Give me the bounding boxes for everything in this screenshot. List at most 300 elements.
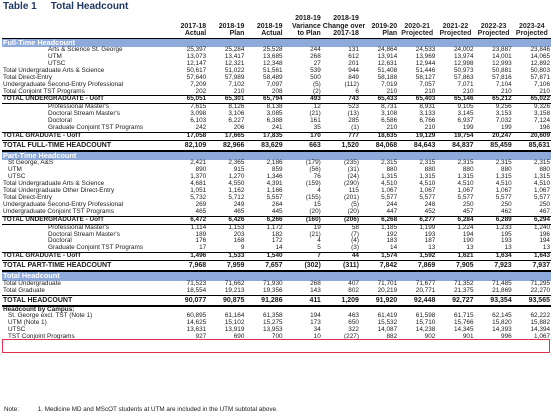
row-label: Doctoral Stream Master's <box>48 230 120 238</box>
table-cell: 65,022 <box>513 96 551 104</box>
table-cell: (235) <box>344 159 359 167</box>
table-cell: 1,209 <box>322 295 360 306</box>
table-cell: 17 <box>199 244 207 252</box>
row-label-header <box>2 15 169 38</box>
table-cell: 4,510 <box>495 180 512 188</box>
table-cell: 6,284 <box>436 216 474 224</box>
table-cell: 2,421 <box>190 159 207 167</box>
table-cell: 51,446 <box>415 66 436 74</box>
table-cell: 859 <box>271 166 283 174</box>
table-cell: 6,277 <box>398 216 436 224</box>
table-cell: 5,577 <box>534 194 550 201</box>
table-cell: 6,103 <box>190 117 207 125</box>
table-cell: 210 <box>462 87 474 95</box>
table-cell: 65,794 <box>245 96 283 104</box>
section-title: Total Headcount <box>2 271 551 281</box>
table-cell: 13,631 <box>186 326 207 334</box>
table-cell: 13,919 <box>224 326 245 334</box>
table-cell: 170 <box>284 132 322 140</box>
table-cell: 14,001 <box>492 53 512 60</box>
table-cell: 467 <box>539 207 550 215</box>
table-cell: 51,561 <box>263 66 283 74</box>
table-cell: 7,959 <box>207 261 245 272</box>
table-cell: (179) <box>305 159 321 167</box>
table-cell: (5) <box>312 80 321 88</box>
table-cell: 1,199 <box>419 223 436 231</box>
table-cell: (302) <box>284 261 322 272</box>
row-label: Arts & Science St. George <box>48 46 123 54</box>
table-cell: 7,657 <box>245 261 283 272</box>
table-cell: 9,326 <box>534 103 550 111</box>
table-cell: 1,051 <box>190 187 207 195</box>
table-cell: 84,068 <box>360 140 398 151</box>
table-cell: 71,295 <box>530 279 550 287</box>
column-header-line: Change over <box>322 22 366 30</box>
table-cell: 13 <box>504 244 512 252</box>
table-row <box>2 140 551 151</box>
table-cell: 199 <box>462 124 474 132</box>
table-cell: 244 <box>386 200 398 208</box>
table-cell: 131 <box>348 46 359 54</box>
column-header-line: 2018-19 <box>218 22 245 30</box>
table-cell: 71,930 <box>263 279 283 287</box>
section-title: Full-Time Headcount <box>2 38 551 47</box>
table-cell: 650 <box>348 319 359 327</box>
table-cell: 268 <box>310 53 321 60</box>
footnote-label: Note: <box>4 406 20 413</box>
table-cell: 1,067 <box>495 187 512 195</box>
table-cell: 241 <box>271 124 283 132</box>
table-cell: 1,224 <box>457 223 474 231</box>
column-header <box>436 15 474 38</box>
table-cell: 2,315 <box>419 159 436 167</box>
table-cell: 176 <box>195 237 207 245</box>
table-cell: 7,104 <box>495 80 512 88</box>
table-cell: 10 <box>313 333 321 341</box>
table-cell: 194 <box>462 230 474 238</box>
table-cell: 915 <box>233 166 245 174</box>
table-cell: 457 <box>462 207 474 215</box>
row-label: TOTAL PART-TIME HEADCOUNT <box>2 261 169 272</box>
table-cell: 71,662 <box>224 279 245 287</box>
column-header-line: 2020-21 <box>404 22 431 30</box>
row-label: TOTAL HEADCOUNT <box>2 295 169 306</box>
table-title: Total Headcount <box>50 1 129 12</box>
table-cell: 500 <box>310 73 321 81</box>
table-cell: 264 <box>271 200 283 208</box>
table-cell: 61,419 <box>377 312 398 320</box>
table-cell: 3,133 <box>419 110 436 118</box>
row-label: Undergraduate Second-Entry Professional <box>3 200 124 208</box>
footnote-text: 1. Medicine MD and MScOT students at UTM are included in the UTM subtotal above. <box>37 406 278 413</box>
row-label: UTM <box>8 166 22 174</box>
column-header-line: 2021-22 <box>442 22 469 30</box>
table-cell: 250 <box>462 200 474 208</box>
row-label: Total Direct-Entry <box>3 73 53 81</box>
table-cell: 50,617 <box>186 66 207 74</box>
table-cell: 1,643 <box>513 253 551 261</box>
column-header-line: Actual <box>261 30 283 37</box>
table-cell: 187 <box>424 237 436 245</box>
table-cell: 7,071 <box>457 80 474 88</box>
table-row <box>2 295 551 306</box>
table-cell: 7,937 <box>513 261 551 272</box>
table-cell: 849 <box>348 73 359 81</box>
table-cell: 199 <box>501 124 512 132</box>
table-cell: (112) <box>344 80 359 88</box>
table-cell: 8,931 <box>419 103 436 111</box>
table-cell: 62,222 <box>530 312 550 320</box>
table-cell: 21,375 <box>453 286 474 294</box>
row-label: Undergraduate Conjoint TST Programs <box>3 207 114 215</box>
table-cell: (20) <box>347 207 359 215</box>
table-cell: 7,097 <box>266 80 283 88</box>
row-label: Doctoral Stream Master's <box>48 110 120 118</box>
table-cell: 65,403 <box>398 96 436 104</box>
table-cell: 13,073 <box>186 53 207 60</box>
table-cell: 944 <box>348 66 359 74</box>
column-header-line: 2018-19 <box>295 15 321 22</box>
table-cell: 249 <box>233 200 245 208</box>
column-header-line: Projected <box>477 30 510 37</box>
row-label: Graduate Conjoint TST Programs <box>48 244 143 252</box>
table-cell: 193 <box>424 230 436 238</box>
row-label: Total Undergraduate <box>3 279 61 287</box>
table-cell: 285 <box>348 117 359 125</box>
column-header-line: 2023-24 <box>519 22 545 30</box>
table-cell: 14,345 <box>453 326 474 334</box>
column-header-line: 2017-18 <box>333 30 359 37</box>
table-cell: 12 <box>313 103 321 111</box>
table-cell: 880 <box>424 166 436 174</box>
table-cell: 3,106 <box>228 110 245 118</box>
table-cell: 192 <box>386 230 398 238</box>
table-cell: 7,057 <box>419 80 436 88</box>
table-cell: 2,315 <box>381 159 398 167</box>
table-cell: 65,051 <box>169 96 207 104</box>
table-cell: 83,629 <box>245 140 283 151</box>
table-cell: 777 <box>322 132 360 140</box>
table-cell: 13 <box>542 244 550 252</box>
table-cell: 51,022 <box>224 66 245 74</box>
table-cell: 27 <box>313 59 321 67</box>
table-cell: 19 <box>313 223 321 231</box>
table-cell: 9,256 <box>495 103 512 111</box>
table-cell: 6 <box>355 87 359 95</box>
table-cell: 6,227 <box>228 117 245 125</box>
table-cell: 19,356 <box>263 286 283 294</box>
table-cell: 196 <box>539 230 550 238</box>
table-cell: 58,127 <box>415 73 436 81</box>
row-label: UTM (Note 1) <box>8 319 47 327</box>
table-cell: 20,247 <box>475 132 513 140</box>
table-cell: 15,275 <box>263 319 283 327</box>
table-cell: 84,837 <box>436 140 474 151</box>
table-cell: 4,510 <box>534 180 550 188</box>
table-cell: 5 <box>317 244 321 252</box>
table-cell: 19,754 <box>436 132 474 140</box>
table-cell: 7,106 <box>534 80 550 88</box>
table-cell: 210 <box>424 124 436 132</box>
table-cell: 452 <box>424 207 436 215</box>
column-header-line: Plan <box>382 30 398 37</box>
table-cell: 85,631 <box>513 140 551 151</box>
row-label: Total Undergraduate Other Direct-Entry <box>3 187 115 195</box>
table-cell: 12,321 <box>224 59 245 67</box>
table-cell: 15,710 <box>415 319 436 327</box>
table-cell: 24,864 <box>377 46 398 54</box>
table-cell: 21,869 <box>492 286 512 294</box>
table-cell: (31) <box>347 166 359 174</box>
table-cell: 172 <box>271 237 283 245</box>
table-cell: 12,998 <box>453 59 474 67</box>
table-cell: 57,816 <box>492 73 512 81</box>
table-cell: 13 <box>466 244 474 252</box>
column-header <box>475 15 513 38</box>
table-cell: 196 <box>539 124 550 132</box>
table-cell: 82,966 <box>207 140 245 151</box>
table-cell: 3,085 <box>266 110 283 118</box>
row-label: St George, A&S <box>8 159 54 167</box>
table-cell: 7,905 <box>436 261 474 272</box>
table-cell: (3) <box>351 244 359 252</box>
table-cell: 65,433 <box>360 96 398 104</box>
table-cell: 15,882 <box>530 319 550 327</box>
section-title: Part-Time Headcount <box>2 151 551 161</box>
table-cell: 539 <box>310 66 321 74</box>
table-cell: 1,162 <box>228 187 245 195</box>
table-cell: (5) <box>351 200 359 208</box>
table-cell: 57,871 <box>530 73 550 81</box>
table-cell: 14,065 <box>530 53 550 60</box>
table-cell: 183 <box>386 237 398 245</box>
table-cell: 23,887 <box>492 46 512 54</box>
table-cell: 882 <box>386 333 398 341</box>
table-cell: 880 <box>501 166 512 174</box>
table-cell: 7,615 <box>190 103 207 111</box>
row-label: TOTAL UNDERGRADUATE - UofT <box>2 96 169 104</box>
table-row <box>2 261 551 272</box>
table-cell: 15 <box>313 200 321 208</box>
row-label: Headcount by Campus: <box>3 305 75 313</box>
table-cell: 195 <box>501 230 512 238</box>
row-label: Total Direct-Entry <box>3 194 53 201</box>
table-cell: 14,238 <box>415 326 436 334</box>
row-label: Total Undergraduate Arts & Science <box>3 180 105 188</box>
table-cell: 7,968 <box>169 261 207 272</box>
table-cell: 18,635 <box>360 132 398 140</box>
table-cell: 3,108 <box>381 110 398 118</box>
row-label: Professional Master's <box>48 103 109 111</box>
table-cell: 35 <box>313 124 321 132</box>
table-cell: 1,067 <box>457 187 474 195</box>
table-cell: (56) <box>309 166 321 174</box>
table-cell: 1,496 <box>169 253 207 261</box>
column-header-line: 2019-20 <box>371 22 398 30</box>
table-cell: (311) <box>322 261 360 272</box>
table-cell: 189 <box>195 230 207 238</box>
table-cell: 322 <box>348 326 359 334</box>
column-header <box>207 15 245 38</box>
table-cell: 1,346 <box>266 173 283 181</box>
table-cell: 62,145 <box>492 312 512 320</box>
table-cell: 13,914 <box>377 53 398 60</box>
table-cell: 5,577 <box>381 194 398 201</box>
table-cell: 18,554 <box>186 286 207 294</box>
table-cell: 17,665 <box>207 132 245 140</box>
column-header-line: Projected <box>439 30 472 37</box>
table-cell: 24,002 <box>453 46 474 54</box>
table-cell: 12,631 <box>377 59 398 67</box>
table-cell: 206 <box>233 124 245 132</box>
table-row <box>2 253 551 261</box>
row-label: Professional Master's <box>48 223 109 231</box>
table-cell: (2) <box>312 87 321 95</box>
table-cell: 93,354 <box>475 295 513 306</box>
row-label: TOTAL FULL-TIME HEADCOUNT <box>2 140 169 151</box>
table-cell: 1,114 <box>190 223 207 231</box>
table-cell: 71,677 <box>415 279 436 287</box>
table-cell: 82,109 <box>169 140 207 151</box>
table-cell: 2,315 <box>534 159 550 167</box>
column-header-row <box>2 15 551 38</box>
table-cell: 210 <box>424 87 436 95</box>
column-header-line: 2018-19 <box>256 22 283 30</box>
table-cell: (21) <box>309 230 321 238</box>
table-cell: 84,643 <box>398 140 436 151</box>
table-cell: 143 <box>310 286 321 294</box>
table-cell: 93,565 <box>513 295 551 306</box>
headcount-table <box>2 15 551 341</box>
table-cell: 7,209 <box>190 80 207 88</box>
table-cell: 14,087 <box>377 326 398 334</box>
table-cell: 23,846 <box>530 46 550 54</box>
table-cell: 71,485 <box>492 279 512 287</box>
table-row <box>2 288 551 295</box>
table-cell: 12,993 <box>492 59 512 67</box>
table-cell: 9 <box>240 244 245 252</box>
row-label: Doctoral <box>48 237 72 245</box>
column-header-line: Actual <box>184 30 207 37</box>
table-cell: 57,863 <box>453 73 474 81</box>
table-cell: 14,394 <box>530 326 550 334</box>
table-cell: (24) <box>347 173 359 181</box>
table-cell: 6,426 <box>207 216 245 224</box>
table-cell: 15,102 <box>224 319 245 327</box>
table-cell: 6,388 <box>266 117 283 125</box>
table-cell: 14 <box>275 244 283 252</box>
table-cell: 268 <box>310 279 321 287</box>
table-cell: 25,528 <box>263 46 283 54</box>
table-cell: 7,923 <box>475 261 513 272</box>
table-cell: 7,102 <box>228 80 245 88</box>
table-cell: 880 <box>462 166 474 174</box>
table-cell: 12,348 <box>263 59 283 67</box>
table-cell: 1,315 <box>381 173 398 181</box>
table-cell: 5,712 <box>228 194 245 201</box>
table-cell: 13,974 <box>453 53 474 60</box>
table-cell: 12,892 <box>530 59 550 67</box>
table-cell: 1,574 <box>360 253 398 261</box>
table-cell: 463 <box>348 312 359 320</box>
table-cell: 1,533 <box>207 253 245 261</box>
table-cell: 6,472 <box>169 216 207 224</box>
table-cell: 6,266 <box>245 216 283 224</box>
table-cell: 1,067 <box>419 187 436 195</box>
table-cell: 51,408 <box>377 66 398 74</box>
table-cell: 60,895 <box>186 312 207 320</box>
table-cell: 242 <box>195 124 207 132</box>
table-cell: 14,393 <box>492 326 512 334</box>
table-cell: 17,058 <box>169 132 207 140</box>
table-cell: (159) <box>305 180 321 188</box>
table-cell: 1,315 <box>495 173 512 181</box>
table-cell: 91,920 <box>360 295 398 306</box>
row-label: UTM <box>48 53 62 60</box>
column-header <box>398 15 436 38</box>
table-cell: 1,520 <box>322 140 360 151</box>
table-cell: 14,625 <box>186 319 207 327</box>
table-cell: 8,138 <box>266 103 283 111</box>
table-cell: 76 <box>313 173 321 181</box>
table-cell: 190 <box>462 237 474 245</box>
table-cell: 13,969 <box>415 53 436 60</box>
table-cell: 14 <box>390 244 398 252</box>
row-label: UTSC <box>48 59 66 67</box>
table-cell: 193 <box>501 237 512 245</box>
column-header <box>513 15 551 38</box>
table-cell: 1,233 <box>495 223 512 231</box>
table-cell: 161 <box>310 117 321 125</box>
table-cell: 71,701 <box>377 279 398 287</box>
column-header <box>169 15 207 38</box>
table-cell: 85,459 <box>475 140 513 151</box>
table-cell: 194 <box>310 312 321 320</box>
table-cell: 24,533 <box>415 46 436 54</box>
table-cell: 4,550 <box>228 180 245 188</box>
table-row <box>2 334 551 341</box>
table-cell: 1,315 <box>419 173 436 181</box>
table-cell: 493 <box>284 96 322 104</box>
table-cell: 13,953 <box>263 326 283 334</box>
table-cell: 58,489 <box>263 73 283 81</box>
table-cell: 4,510 <box>381 180 398 188</box>
table-cell: 880 <box>386 166 398 174</box>
table-cell: 4 <box>317 187 321 195</box>
table-cell: 6,294 <box>513 216 551 224</box>
table-cell: 12,147 <box>186 59 207 67</box>
table-cell: 462 <box>501 207 512 215</box>
table-cell: 57,640 <box>186 73 207 81</box>
table-cell: 4,510 <box>457 180 474 188</box>
table-cell: 3,145 <box>457 110 474 118</box>
row-label: St. George excl. TST (Note 1) <box>8 312 93 320</box>
row-label: TST Conjoint Programs <box>8 333 75 341</box>
table-cell: 6,586 <box>381 117 398 125</box>
table-cell: 1,270 <box>228 173 245 181</box>
table-cell: 5,557 <box>266 194 283 201</box>
table-cell: 7,019 <box>381 80 398 88</box>
table-cell: 61,164 <box>224 312 245 320</box>
table-cell: 173 <box>310 319 321 327</box>
table-cell: 17,835 <box>245 132 283 140</box>
column-header <box>322 15 366 38</box>
table-cell: 1,185 <box>381 223 398 231</box>
column-header-line: Plan <box>229 30 245 37</box>
table-cell: 91,286 <box>245 295 283 306</box>
column-header <box>360 15 398 38</box>
table-cell: 115 <box>348 187 359 195</box>
